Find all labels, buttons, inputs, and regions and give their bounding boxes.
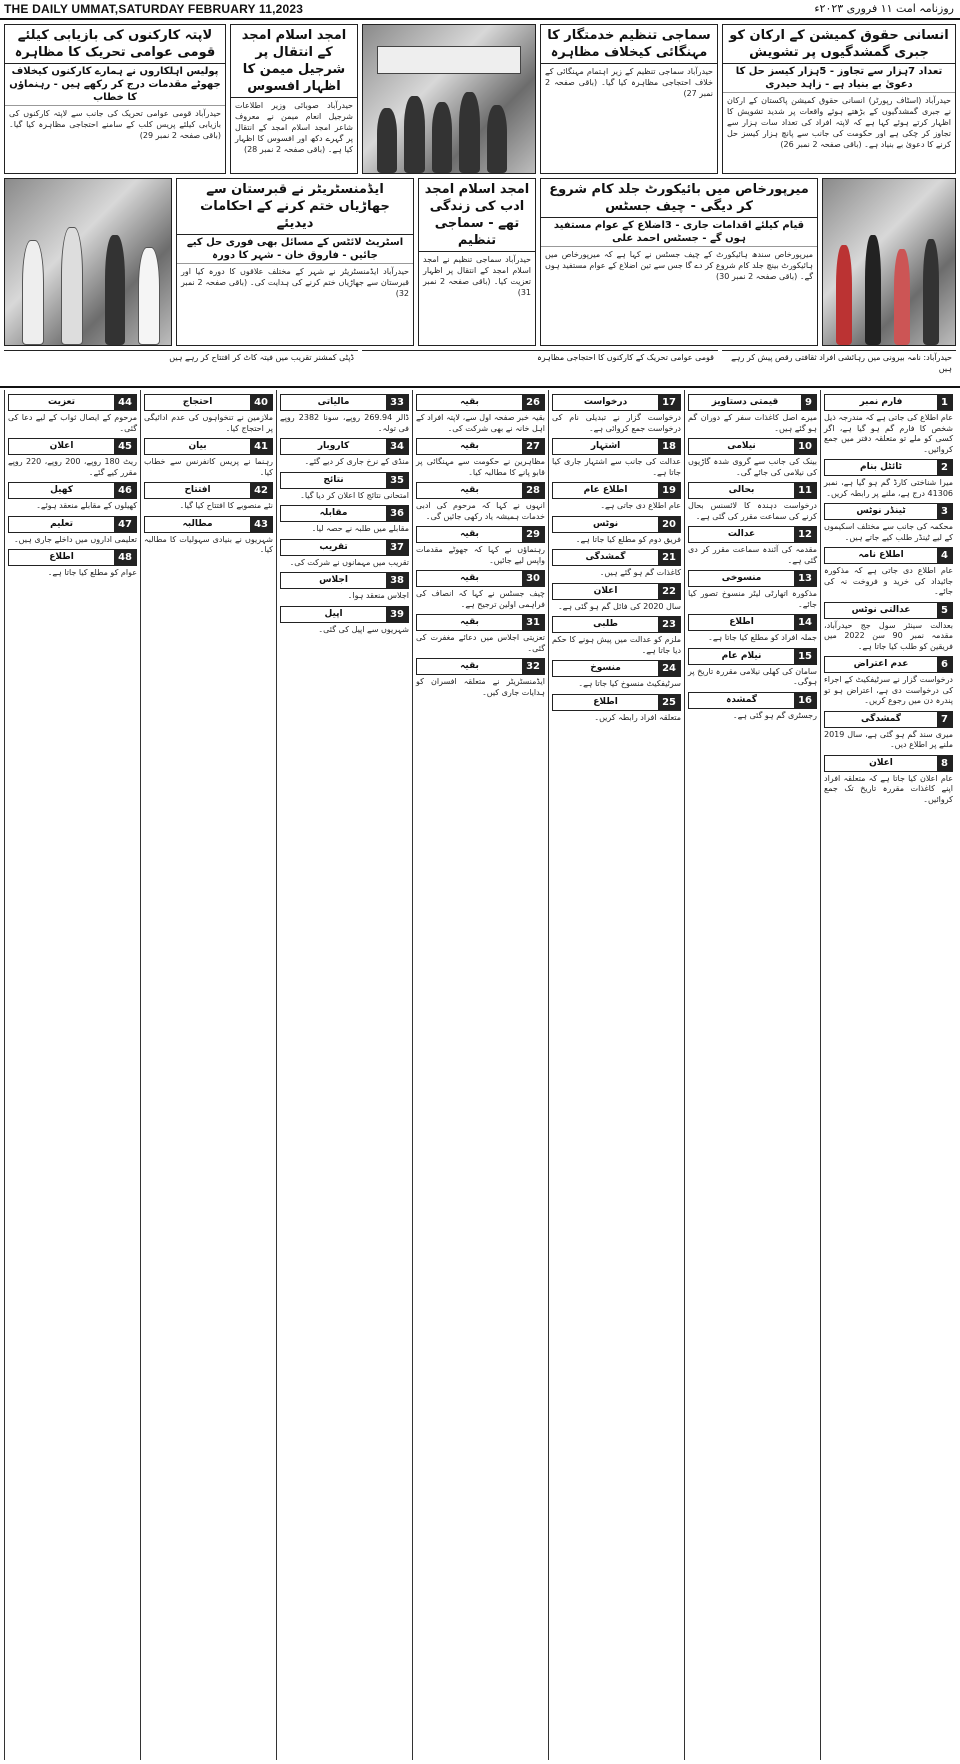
notice-title: منسوخ: [590, 663, 621, 673]
notice-item: [8, 516, 137, 546]
notice-title: اشتہار: [590, 441, 621, 451]
notice-number: 45: [114, 439, 136, 454]
notice-text: اجلاس منعقد ہوا۔: [347, 591, 409, 600]
notice-number: 6: [937, 657, 952, 672]
notice-text: تقریب میں مہمانوں نے شرکت کی۔: [289, 557, 409, 567]
notice-tag: [688, 394, 817, 411]
notice-item: [688, 614, 817, 644]
notice-number: 18: [658, 439, 680, 454]
notice-number: 12: [794, 527, 816, 542]
notice-number: 4: [937, 548, 952, 563]
notice-tag: [280, 505, 409, 522]
notice-item: [416, 438, 545, 478]
notice-tag: [824, 459, 953, 476]
photo-ceremony: [4, 178, 172, 346]
notice-tag: [824, 711, 953, 728]
story-administrator: [176, 178, 414, 346]
notice-number: 36: [386, 506, 408, 521]
notice-column: [412, 390, 548, 1760]
notice-item: [8, 438, 137, 478]
notice-title: مقابلہ: [319, 508, 348, 518]
story-body: حیدرآباد (اسٹاف رپورٹر) انسانی حقوق کمیشن پاکستان کے ارکان نے جبری گمشدگیوں کے بڑھتے ہوئے واقعات پر شدید تشویش کا اظہار کرتے ہوئے کہا ہے کہ لاپتہ افراد کی تعداد سات ہزار سے تجاوز کر چکی ہے اور حکومت کی جانب سے پانچ ہزار کیسز حل کرنے کا دعویٰ بے بنیاد ہے۔ (باقی صفحہ 2 نمبر 26): [727, 96, 951, 149]
notice-title: اطلاع: [49, 552, 74, 562]
notice-item: [824, 602, 953, 653]
notice-title: نیلامی: [727, 441, 756, 451]
notice-text: عام اطلاع دی جاتی ہے۔: [600, 501, 681, 510]
notice-text: میرے اصل کاغذات سفر کے دوران گم ہو گئے ہیں۔: [688, 413, 817, 433]
notice-title: بقیہ: [460, 485, 479, 495]
story-body: حیدرآباد سماجی تنظیم کے زیر اہتمام مہنگائی کے خلاف احتجاجی مظاہرہ کیا گیا۔ (باقی صفحہ 2 نمبر 27): [545, 67, 713, 98]
notice-title: فارم نمبر: [859, 397, 903, 407]
notice-title: نیلام عام: [721, 650, 762, 661]
notice-text: منڈی کے نرخ جاری کر دیے گئے۔: [304, 457, 409, 466]
notice-text: سال 2020 کی فائل گم ہو گئی ہے۔: [557, 601, 681, 611]
notice-item: [688, 526, 817, 566]
notice-title: افتتاح: [184, 485, 211, 495]
story-missing-workers: [4, 24, 226, 174]
notice-tag: [8, 394, 137, 411]
notice-tag: [8, 549, 137, 566]
notice-text: تعلیمی اداروں میں داخلے جاری ہیں۔: [13, 534, 137, 544]
notice-title: احتجاج: [182, 397, 213, 407]
notice-tag: [144, 438, 273, 455]
notice-tag: [8, 438, 137, 455]
notice-item: [552, 394, 681, 434]
masthead-english: THE DAILY UMMAT,SATURDAY FEBRUARY 11,2023: [4, 2, 304, 16]
notice-item: [688, 394, 817, 434]
notice-number: 46: [114, 483, 136, 498]
notice-title: ٹینڈر نوٹس: [856, 506, 906, 516]
notice-number: 43: [250, 517, 272, 532]
story-high-court: [540, 178, 818, 346]
notice-number: 16: [794, 693, 816, 708]
notice-title: گمشدگی: [861, 713, 901, 724]
notice-column: [548, 390, 684, 1760]
notice-title: بحالی: [728, 485, 755, 495]
notice-tag: [144, 394, 273, 411]
photo-cultural: [822, 178, 956, 346]
notice-number: 29: [522, 527, 544, 542]
story-headline: میرپورخاص میں بائیکورٹ جلد کام شروع کر دیگی - چیف جسٹس: [541, 179, 817, 218]
story-body: حیدرآباد قومی عوامی تحریک کی جانب سے لاپتہ کارکنوں کی بازیابی کیلئے پریس کلب کے سامنے احتجاجی مظاہرہ کیا گیا۔ (باقی صفحہ 2 نمبر 29): [9, 109, 221, 140]
notice-number: 47: [114, 517, 136, 532]
notice-tag: [688, 570, 817, 587]
notice-tag: [824, 503, 953, 520]
notice-tag: [552, 583, 681, 600]
notice-item: [824, 755, 953, 806]
notice-tag: [552, 482, 681, 499]
notice-text: درخواست دہندہ کا لائسنس بحال کرنے کی سماعت مقرر کی گئی ہے۔: [688, 501, 817, 521]
notice-tag: [552, 438, 681, 455]
notice-item: [688, 482, 817, 522]
notice-text: عام اطلاع کی جاتی ہے کہ مندرجہ ذیل شخص کا فارم گم ہو گیا ہے، اگر کسی کو ملے تو متعلقہ دفتر میں جمع کروائیں۔: [824, 413, 953, 454]
notice-title: تعلیم: [50, 518, 73, 529]
notice-title: بیان: [188, 441, 207, 451]
notice-number: 35: [386, 473, 408, 488]
notice-item: [824, 503, 953, 543]
notice-text: مرحوم کے ایصال ثواب کے لیے دعا کی گئی۔: [8, 413, 137, 433]
notice-text: رجسٹری گم ہو گئی ہے۔: [732, 710, 817, 720]
notice-text: مذکورہ اتھارٹی لیٹر منسوخ تصور کیا جائے۔: [688, 589, 817, 609]
notice-title: بقیہ: [460, 441, 479, 451]
notice-number: 22: [658, 584, 680, 599]
notice-text: محکمہ کی جانب سے مختلف اسکیموں کے لیے ٹینڈر طلب کیے جاتے ہیں۔: [824, 522, 953, 542]
story-subheadline: تعداد 7ہزار سے تجاوز - 5ہزار کیسز حل کا دعویٰ بے بنیاد ہے - زاہد حیدری: [723, 64, 955, 93]
notice-text: نئے منصوبے کا افتتاح کیا گیا۔: [179, 501, 273, 510]
notice-text: میری سند گم ہو گئی ہے، سال 2019 ملنے پر اطلاع دیں۔: [824, 729, 953, 749]
notice-number: 5: [937, 603, 952, 618]
notice-item: [688, 438, 817, 478]
notice-number: 41: [250, 439, 272, 454]
notice-item: [552, 482, 681, 512]
notice-title: بقیہ: [460, 573, 479, 583]
notice-tag: [280, 438, 409, 455]
notice-tag: [416, 570, 545, 587]
caption-photo-3: ڈپٹی کمشنر تقریب میں فیتہ کاٹ کر افتتاح کر رہے ہیں: [4, 350, 358, 364]
notice-tag: [552, 694, 681, 711]
notice-tag: [688, 526, 817, 543]
notice-item: [280, 472, 409, 502]
story-hrcp: [722, 24, 956, 174]
notice-text: انہوں نے کہا کہ مرحوم کی ادبی خدمات ہمیشہ یاد رکھی جائیں گی۔: [416, 501, 545, 521]
notice-title: قیمتی دستاویز: [711, 397, 779, 407]
notice-number: 28: [522, 483, 544, 498]
notice-text: سامان کی کھلی نیلامی مقررہ تاریخ پر ہوگی۔: [688, 666, 817, 686]
notice-item: [824, 711, 953, 751]
story-body: حیدرآباد ایڈمنسٹریٹر نے شہر کے مختلف علاقوں کا دورہ کیا اور قبرستان سے جھاڑیاں ختم کرنے کی ہدایت کی۔ (باقی صفحہ 2 نمبر 32): [181, 267, 409, 298]
notice-item: [824, 547, 953, 598]
notice-text: درخواست گزار نے سرٹیفکیٹ کے اجراء کی درخواست دی ہے، اعتراض ہو تو پندرہ دن میں رجوع کریں۔: [824, 675, 953, 705]
notice-item: [552, 516, 681, 546]
notice-title: اطلاع: [593, 696, 618, 707]
notice-title: اطلاع: [729, 617, 754, 627]
masthead-urdu: روزنامہ امت ۱۱ فروری ۲۰۲۳ء: [814, 2, 954, 15]
notice-text: جملہ افراد کو مطلع کیا جاتا ہے۔: [708, 633, 817, 642]
notice-tag: [8, 482, 137, 499]
notice-tag: [688, 438, 817, 455]
notice-item: [688, 570, 817, 610]
notice-number: 30: [522, 571, 544, 586]
notice-column: [4, 390, 140, 1760]
notice-tag: [688, 692, 817, 709]
notice-tag: [824, 602, 953, 619]
notice-tag: [552, 516, 681, 533]
notice-item: [144, 394, 273, 434]
notice-tag: [416, 526, 545, 543]
notice-item: [144, 438, 273, 478]
notice-text: رہنماؤں نے کہا کہ جھوٹے مقدمات واپس لیے جائیں۔: [416, 545, 545, 565]
notice-text: بعدالت سینئر سول جج حیدرآباد، مقدمہ نمبر 90 سن 2022 میں فریقین کو طلب کیا جاتا ہے۔: [824, 620, 953, 651]
notice-number: 32: [522, 659, 544, 674]
notice-number: 38: [386, 573, 408, 588]
notice-tag: [416, 614, 545, 631]
notice-title: کھیل: [50, 485, 73, 495]
notice-item: [552, 549, 681, 579]
notice-title: مطالبہ: [182, 518, 213, 529]
notice-tag: [552, 616, 681, 633]
notice-tag: [552, 394, 681, 411]
notice-number: 10: [794, 439, 816, 454]
notice-tag: [280, 539, 409, 556]
notice-item: [8, 394, 137, 434]
notice-text: شہریوں سے اپیل کی گئی۔: [318, 624, 409, 634]
notice-item: [416, 658, 545, 698]
notice-tag: [416, 482, 545, 499]
notice-title: اطلاع عام: [583, 485, 628, 495]
notice-number: 39: [386, 607, 408, 622]
notice-title: اطلاع نامہ: [858, 550, 904, 560]
notice-tag: [824, 547, 953, 564]
top-stories-band: [0, 20, 960, 388]
notice-text: کھیلوں کے مقابلے منعقد ہوئے۔: [36, 501, 137, 510]
story-subheadline: قیام کیلئے اقدامات جاری - 3اضلاع کے عوام مستفید ہوں گے - جسٹس احمد علی: [541, 218, 817, 247]
notice-number: 26: [522, 395, 544, 410]
notice-title: گمشدگی: [585, 552, 626, 562]
notice-number: 13: [794, 571, 816, 586]
notice-number: 40: [250, 395, 272, 410]
notice-title: نتائج: [323, 474, 344, 485]
notice-title: عدالتی نوٹس: [851, 604, 911, 615]
notice-tag: [552, 549, 681, 566]
notice-item: [416, 526, 545, 566]
story-amjad-tribute: [418, 178, 536, 346]
notice-item: [280, 438, 409, 468]
notice-tag: [824, 394, 953, 411]
notice-text: چیف جسٹس نے کہا کہ انصاف کی فراہمی اولین ترجیح ہے۔: [416, 589, 545, 609]
notice-item: [552, 616, 681, 656]
notice-number: 33: [386, 395, 408, 410]
notice-item: [280, 606, 409, 636]
notice-text: رہنما نے پریس کانفرنس سے خطاب کیا۔: [144, 457, 273, 477]
story-headline: لاپتہ کارکنوں کی بازیابی کیلئے قومی عوامی تحریک کا مظاہرہ: [5, 25, 225, 64]
story-subheadline: پولیس اہلکاروں نے ہمارے کارکنوں کیخلاف جھوٹے مقدمات درج کر رکھے ہیں - رہنماؤں کا خطاب: [5, 64, 225, 106]
notice-text: عام اطلاع دی جاتی ہے کہ مذکورہ جائیداد کی خرید و فروخت نہ کی جائے۔: [824, 566, 953, 596]
notice-number: 8: [937, 756, 952, 771]
notice-tag: [144, 482, 273, 499]
notice-title: مالیاتی: [317, 397, 350, 407]
notice-column: [140, 390, 276, 1760]
notice-item: [824, 656, 953, 707]
notice-item: [8, 482, 137, 512]
notice-title: اجلاس: [319, 575, 348, 585]
notice-text: عام اعلان کیا جاتا ہے کہ متعلقہ افراد اپنے کاغذات مقررہ تاریخ تک جمع کروائیں۔: [824, 773, 953, 804]
notice-text: ملازمین نے تنخواہوں کی عدم ادائیگی پر احتجاج کیا۔: [144, 413, 273, 433]
notice-title: بقیہ: [460, 397, 479, 407]
notice-text: ملزم کو عدالت میں پیش ہونے کا حکم دیا جاتا ہے۔: [552, 635, 681, 655]
notice-number: 15: [794, 649, 816, 664]
notice-tag: [280, 572, 409, 589]
notice-title: اعلان: [49, 441, 74, 451]
notice-tag: [688, 648, 817, 665]
notice-tag: [552, 660, 681, 677]
caption-photo-1: حیدرآباد: نامہ بیرونی میں رہائشی افراد ثقافتی رقص پیش کر رہے ہیں: [722, 350, 956, 375]
notice-title: منسوخی: [721, 573, 762, 583]
notice-tag: [416, 394, 545, 411]
notice-item: [552, 438, 681, 478]
notice-number: 1: [937, 395, 952, 410]
notice-item: [144, 516, 273, 556]
notice-text: مقابلے میں طلبہ نے حصہ لیا۔: [311, 524, 409, 533]
story-body: میرپورخاص سندھ ہائیکورٹ کے چیف جسٹس نے کہا ہے کہ میرپورخاص میں ہائیکورٹ بینچ جلد کام شروع کر دے گا جس سے تین اضلاع کے عوام مستفید ہوں گے۔ (باقی صفحہ 2 نمبر 30): [545, 250, 813, 281]
notice-title: عدم اعتراض: [853, 659, 909, 669]
notice-number: 3: [937, 504, 952, 519]
story-headline: انسانی حقوق کمیشن کے ارکان کو جبری گمشدگیوں پر تشویش: [723, 25, 955, 64]
notice-number: 11: [794, 483, 816, 498]
notice-title: اعلان: [869, 757, 893, 768]
notice-item: [280, 572, 409, 602]
notice-tag: [416, 658, 545, 675]
notice-item: [552, 583, 681, 613]
notice-text: سرٹیفکیٹ منسوخ کیا جاتا ہے۔: [578, 679, 681, 688]
notice-title: تعزیت: [48, 397, 76, 407]
notice-title: بقیہ: [460, 617, 479, 627]
notice-tag: [280, 394, 409, 411]
notice-text: ڈالر 269.94 روپے، سونا 2382 روپے فی تولہ۔: [280, 413, 409, 433]
notice-text: مظاہرین نے حکومت سے مہنگائی پر قابو پانے کا مطالبہ کیا۔: [416, 457, 545, 477]
notice-item: [280, 539, 409, 569]
notice-text: عدالت کی جانب سے اشتہار جاری کیا جاتا ہے۔: [552, 457, 681, 477]
notice-number: 44: [114, 395, 136, 410]
notice-title: نوٹس: [592, 518, 619, 529]
notice-text: عوام کو مطلع کیا جاتا ہے۔: [47, 568, 137, 577]
story-subheadline: اسٹریٹ لائٹس کے مسائل بھی فوری حل کیے جائیں - فاروق خان - شہر کا دورہ: [177, 235, 413, 264]
notice-item: [8, 549, 137, 579]
notice-title: عدالت: [727, 529, 756, 539]
notice-title: اپیل: [324, 608, 343, 619]
notice-text: بینک کی جانب سے گروی شدہ گاڑیوں کی نیلامی کی جائے گی۔: [688, 457, 817, 477]
notice-column: [820, 390, 956, 1760]
notice-number: 9: [801, 395, 816, 410]
notice-text: ایڈمنسٹریٹر نے متعلقہ افسران کو ہدایات جاری کیں۔: [416, 677, 545, 697]
notice-title: تقریب: [319, 541, 348, 552]
notice-item: [824, 459, 953, 499]
notice-title: طلبی: [593, 619, 618, 629]
notice-number: 48: [114, 550, 136, 565]
story-headline: ایڈمنسٹریٹر نے قبرستان سے جھاڑیاں ختم کرنے کے احکامات دیدیئے: [177, 179, 413, 235]
notice-tag: [824, 656, 953, 673]
masthead: [0, 0, 960, 20]
notice-number: 23: [658, 617, 680, 632]
notice-column: [276, 390, 412, 1760]
notice-title: بقیہ: [460, 661, 479, 671]
notice-text: کاغذات گم ہو گئے ہیں۔: [599, 568, 681, 577]
story-body: حیدرآباد صوبائی وزیر اطلاعات شرجیل انعام میمن نے معروف شاعر امجد اسلام امجد کے انتقال پر گہرے دکھ اور افسوس کا اظہار کیا ہے۔ (باقی صفحہ 2 نمبر 28): [235, 101, 353, 154]
notice-number: 2: [937, 460, 952, 475]
notice-item: [688, 692, 817, 722]
notice-number: 21: [658, 550, 680, 565]
notice-tag: [144, 516, 273, 533]
notice-item: [688, 648, 817, 688]
notice-tag: [824, 755, 953, 772]
notice-number: 20: [658, 517, 680, 532]
notice-tag: [688, 614, 817, 631]
notice-text: متعلقہ افراد رابطہ کریں۔: [594, 712, 681, 722]
notice-text: امتحانی نتائج کا اعلان کر دیا گیا۔: [300, 490, 409, 500]
notice-text: میرا شناختی کارڈ گم ہو گیا ہے، نمبر 41306 درج ہے، ملنے پر رابطہ کریں۔: [824, 478, 953, 498]
notice-title: ٹائٹل بنام: [860, 462, 903, 472]
notice-item: [280, 505, 409, 535]
notice-number: 34: [386, 439, 408, 454]
notice-number: 25: [658, 695, 680, 710]
story-body: حیدرآباد سماجی تنظیم نے امجد اسلام امجد کے انتقال پر اظہار تعزیت کیا۔ (باقی صفحہ 2 نمبر 31): [423, 255, 531, 297]
notice-column: [684, 390, 820, 1760]
story-headline: امجد اسلام امجد کے انتقال پر شرجیل میمن کا اظہار افسوس: [231, 25, 357, 98]
story-headline: امجد اسلام امجد ادب کی زندگی تھے - سماجی تنظیم: [419, 179, 535, 252]
story-sharjeel: [230, 24, 358, 174]
photo-protest: [362, 24, 536, 174]
notice-item: [552, 660, 681, 690]
notice-text: شہریوں نے بنیادی سہولیات کا مطالبہ کیا۔: [144, 534, 273, 554]
notice-item: [416, 570, 545, 610]
notice-number: 27: [522, 439, 544, 454]
notice-text: ریٹ 180 روپے، 200 روپے، 220 روپے مقرر کیے گئے۔: [8, 457, 138, 477]
notice-text: تعزیتی اجلاس میں دعائے مغفرت کی گئی۔: [416, 633, 545, 653]
notice-text: بقیہ خبر صفحہ اول سے، لاپتہ افراد کے اہل خانہ نے بھی شرکت کی۔: [416, 413, 545, 433]
notice-number: 7: [937, 712, 952, 727]
notice-text: فریق دوم کو مطلع کیا جاتا ہے۔: [575, 534, 681, 544]
notice-tag: [416, 438, 545, 455]
notice-tag: [280, 472, 409, 489]
notice-number: 19: [658, 483, 680, 498]
notice-text: درخواست گزار نے تبدیلی نام کی درخواست جمع کروائی ہے۔: [552, 413, 681, 433]
notice-title: بقیہ: [460, 529, 479, 539]
notice-item: [552, 694, 681, 724]
notice-item: [824, 394, 953, 455]
notice-number: 37: [386, 540, 408, 555]
notice-title: اعلان: [593, 585, 618, 596]
notice-title: کاروبار: [317, 441, 350, 451]
story-protest-inflation: [540, 24, 718, 174]
notice-item: [416, 482, 545, 522]
notice-title: درخواست: [583, 397, 628, 407]
notice-tag: [8, 516, 137, 533]
notice-text: مقدمہ کی آئندہ سماعت مقرر کر دی گئی ہے۔: [688, 545, 817, 565]
notice-number: 14: [794, 615, 816, 630]
notice-number: 42: [250, 483, 272, 498]
notice-item: [280, 394, 409, 434]
notice-number: 31: [522, 615, 544, 630]
notice-item: [416, 394, 545, 434]
story-headline: سماجی تنظیم خدمتگار کا مہنگائی کیخلاف مظاہرہ: [541, 25, 717, 64]
notice-item: [416, 614, 545, 654]
notice-tag: [280, 606, 409, 623]
notice-tag: [688, 482, 817, 499]
notices-section: [4, 390, 956, 1760]
caption-photo-2: قومی عوامی تحریک کے کارکنوں کا احتجاجی مظاہرہ: [362, 350, 718, 364]
notice-title: گمشدہ: [726, 694, 757, 705]
notice-item: [144, 482, 273, 512]
notice-number: 17: [658, 395, 680, 410]
notice-number: 24: [658, 661, 680, 676]
